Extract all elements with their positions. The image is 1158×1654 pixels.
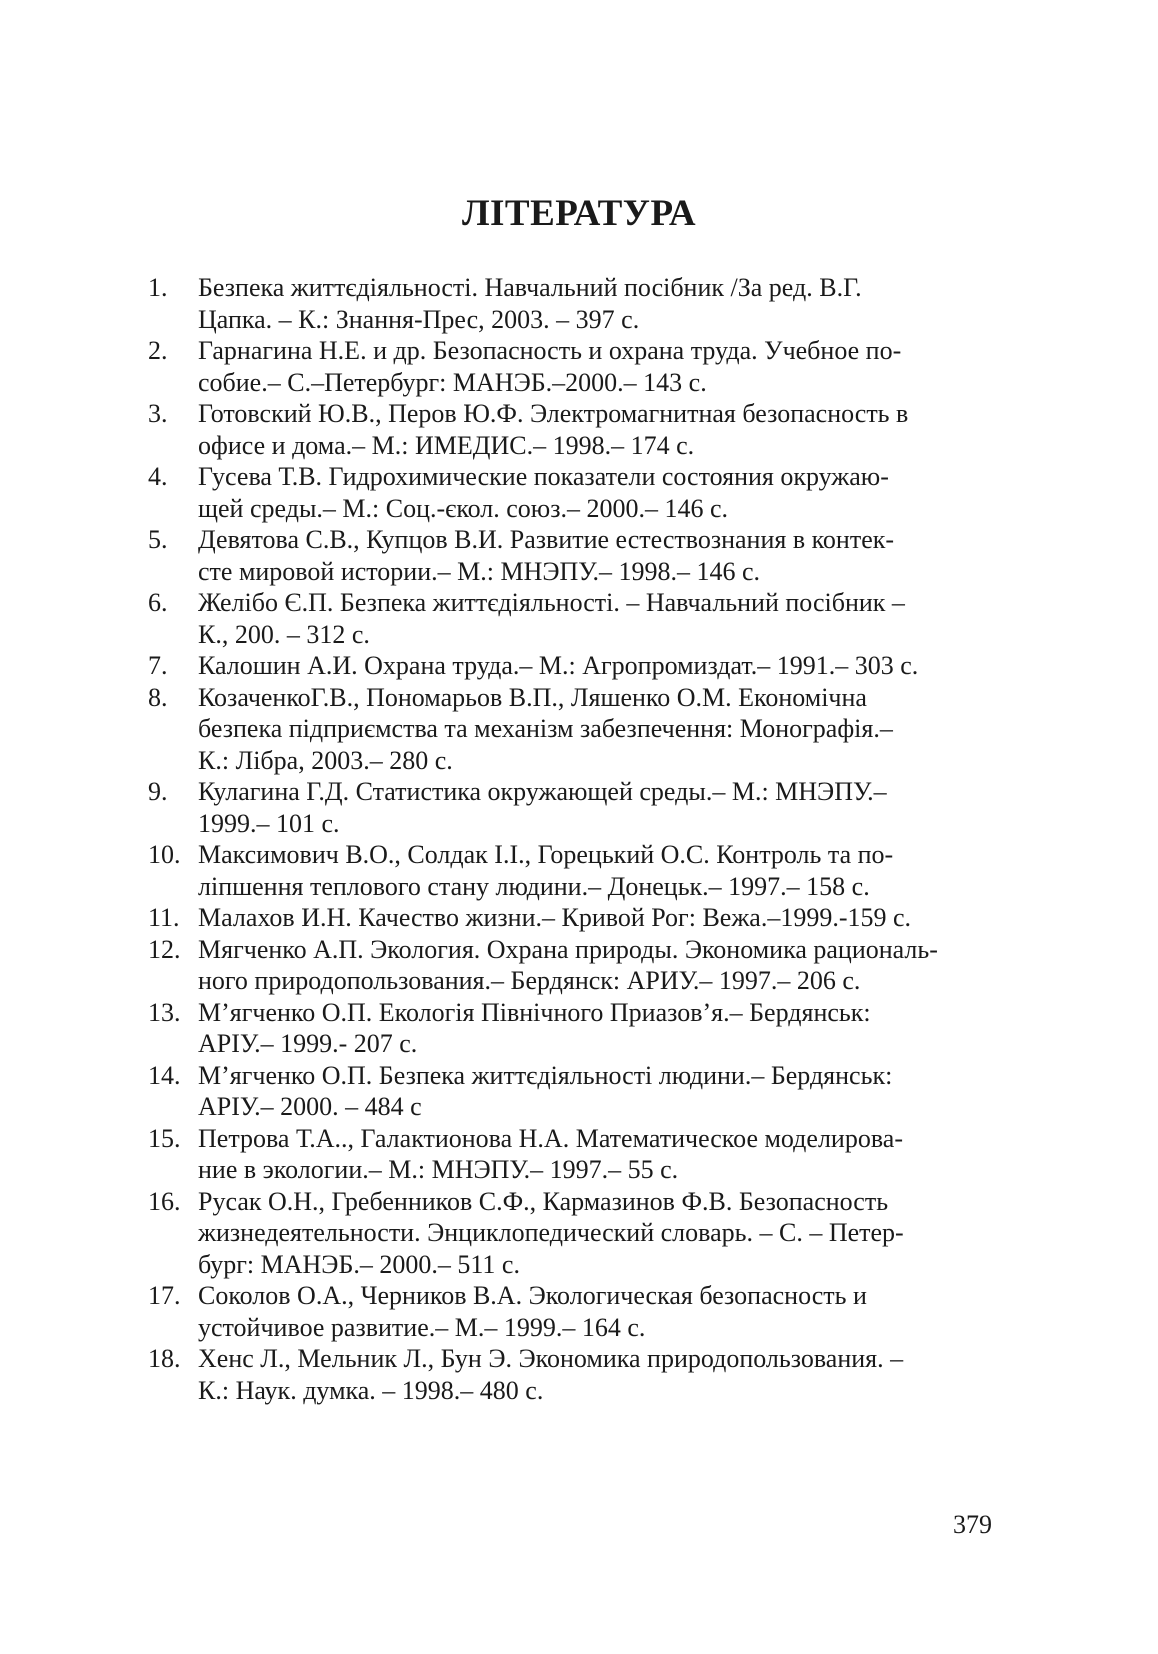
reference-line: КозаченкоГ.В., Пономарьов В.П., Ляшенко О.М. Економічна [198,682,867,712]
reference-item [148,1280,998,1343]
reference-text [198,461,998,524]
reference-line: Малахов И.Н. Качество жизни.– Кривой Рог: Вежа.–1999.-159 с. [198,903,912,932]
reference-text [198,1123,998,1186]
reference-number: 7. [148,651,168,680]
reference-number: 5. [148,525,168,554]
reference-line: Соколов О.А., Черников В.А. Экологическая безопасность и [198,1281,867,1310]
reference-item [148,902,998,934]
reference-number: 13. [148,997,181,1027]
reference-line: собие.– С.–Петербург: МАНЭБ.–2000.– 143 с. [198,367,707,397]
reference-line: Русак О.Н., Гребенников С.Ф., Кармазинов Ф.В. Безопасность [198,1186,889,1216]
reference-text [198,1343,998,1406]
reference-number: 10. [148,840,181,869]
reference-line: Петрова Т.А.., Галактионова Н.А. Математическое моделирова- [198,1123,903,1153]
reference-line: Безпека життєдіяльності. Навчальний посібник /За ред. В.Г. [198,273,862,302]
reference-line: Мягченко А.П. Экология. Охрана природы. Экономика рациональ- [198,934,938,964]
reference-item [148,1123,998,1186]
reference-line: Желібо Є.П. Безпека життєдіяльності. – Навчальний посібник – [198,588,905,617]
reference-number: 14. [148,1060,181,1090]
reference-number: 2. [148,336,168,365]
reference-number: 6. [148,588,168,617]
reference-line: безпека підприємства та механізм забезпечення: Монографія.– [198,714,893,743]
reference-number: 1. [148,273,168,302]
reference-item [148,335,998,398]
page-number: 379 [953,1510,992,1539]
reference-item [148,682,998,777]
reference-line: бург: МАНЭБ.– 2000.– 511 с. [198,1249,520,1279]
reference-number: 15. [148,1123,181,1153]
reference-text [198,1186,998,1281]
reference-line: Девятова С.В., Купцов В.И. Развитие естествознания в контек- [198,525,895,554]
reference-number: 16. [148,1186,181,1216]
reference-text [198,839,998,902]
reference-line: Кулагина Г.Д. Статистика окружающей среды.– М.: МНЭПУ.– [198,777,887,806]
reference-line: К.: Лібра, 2003.– 280 с. [198,745,453,775]
reference-line: К., 200. – 312 с. [198,619,370,649]
reference-line: сте мировой истории.– М.: МНЭПУ.– 1998.– 146 с. [198,556,761,586]
reference-number: 3. [148,399,168,428]
reference-item [148,587,998,650]
reference-text [198,272,998,335]
reference-line: М’ягченко О.П. Екологія Північного Приазов’я.– Бердянськ: [198,997,871,1027]
reference-line: жизнедеятельности. Энциклопедический словарь. – С. – Петер- [198,1218,904,1247]
reference-text [198,398,998,461]
reference-item [148,839,998,902]
reference-item [148,1343,998,1406]
reference-item [148,997,998,1060]
reference-number: 12. [148,934,181,964]
reference-item [148,650,998,682]
reference-line: АРІУ.– 2000. – 484 с [198,1092,422,1121]
reference-text [198,902,998,934]
reference-line: Хенс Л., Мельник Л., Бун Э. Экономика природопользования. – [198,1344,904,1373]
reference-line: М’ягченко О.П. Безпека життєдіяльності людини.– Бердянськ: [198,1060,893,1090]
reference-line: Готовский Ю.В., Перов Ю.Ф. Электромагнитная безопасность в [198,399,909,428]
reference-text [198,587,998,650]
reference-item [148,272,998,335]
reference-number: 17. [148,1281,181,1310]
reference-item [148,1186,998,1281]
reference-item [148,776,998,839]
page-title: ЛІТЕРАТУРА [461,193,697,234]
reference-line: устойчивое развитие.– М.– 1999.– 164 с. [198,1312,646,1342]
reference-text [198,934,998,997]
reference-line: ліпшення теплового стану людини.– Донецьк.– 1997.– 158 с. [198,871,870,901]
reference-item [148,934,998,997]
reference-item [148,461,998,524]
reference-line: офисе и дома.– М.: ИМЕДИС.– 1998.– 174 с. [198,430,695,460]
reference-text [198,524,998,587]
reference-line: щей среды.– М.: Соц.-єкол. союз.– 2000.– 146 с. [198,493,729,523]
reference-text [198,776,998,839]
reference-number: 18. [148,1344,181,1373]
reference-text [198,1280,998,1343]
reference-number: 11. [148,903,180,932]
reference-number: 4. [148,462,168,491]
reference-line: ние в экологии.– М.: МНЭПУ.– 1997.– 55 с. [198,1155,679,1184]
reference-text [198,997,998,1060]
reference-text [198,650,998,682]
reference-line: Цапка. – К.: Знання-Прес, 2003. – 397 с. [198,304,640,334]
reference-line: АРІУ.– 1999.- 207 с. [198,1029,418,1058]
reference-item [148,398,998,461]
reference-line: 1999.– 101 с. [198,808,340,838]
reference-number: 9. [148,777,168,806]
reference-text [198,1060,998,1123]
reference-text [198,335,998,398]
reference-line: Максимович В.О., Солдак І.І., Горецький О.С. Контроль та по- [198,840,894,869]
reference-line: Калошин А.И. Охрана труда.– М.: Агропромиздат.– 1991.– 303 с. [198,651,919,680]
reference-item [148,524,998,587]
reference-line: Гарнагина Н.Е. и др. Безопасность и охрана труда. Учебное по- [198,336,902,365]
reference-number: 8. [148,682,168,712]
reference-line: ного природопользования.– Бердянск: АРИУ.– 1997.– 206 с. [198,966,861,995]
reference-list [148,272,998,1406]
reference-line: К.: Наук. думка. – 1998.– 480 с. [198,1375,544,1405]
reference-text [198,682,998,777]
reference-line: Гусева Т.В. Гидрохимические показатели состояния окружаю- [198,462,889,491]
reference-item [148,1060,998,1123]
